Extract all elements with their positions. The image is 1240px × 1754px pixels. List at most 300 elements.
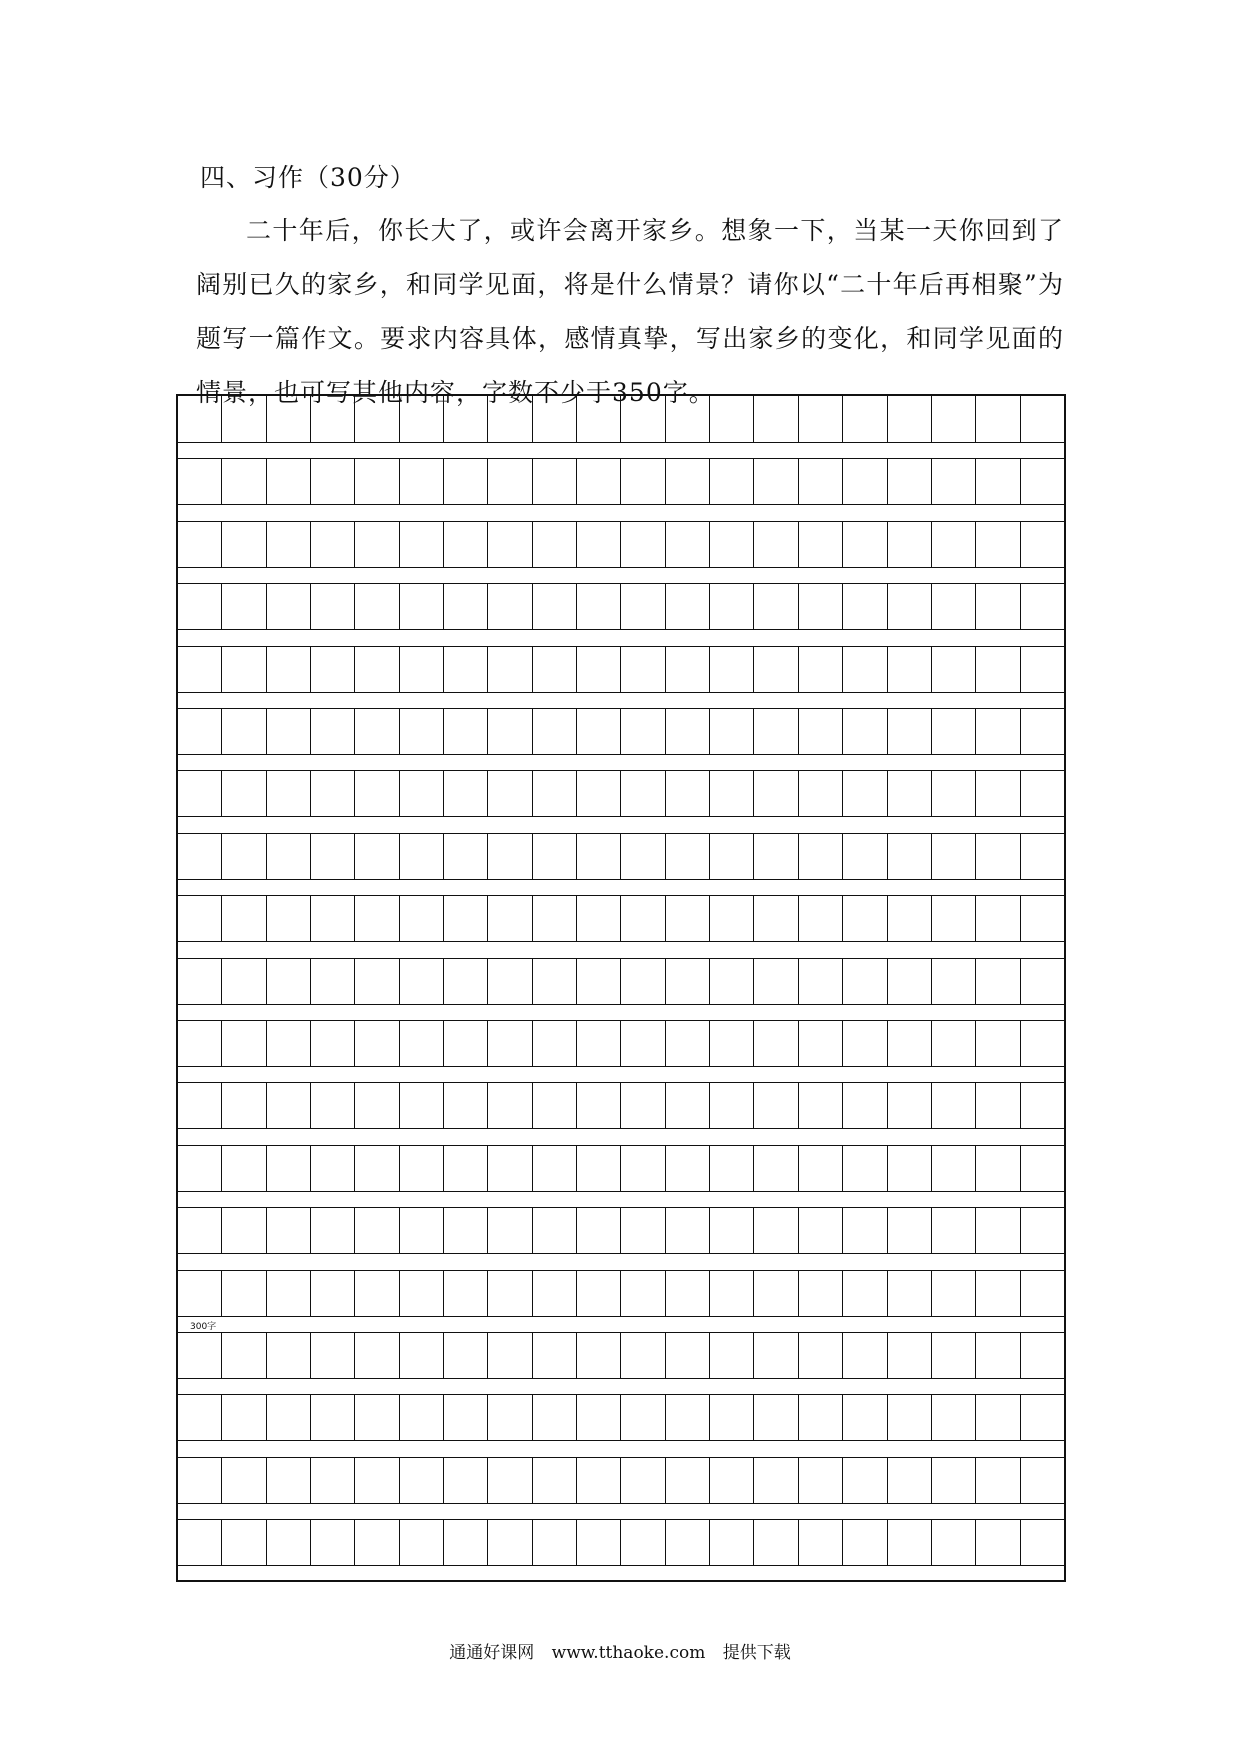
grid-cell[interactable]	[799, 1333, 843, 1378]
grid-cell[interactable]	[843, 1146, 887, 1191]
grid-cell[interactable]	[311, 1333, 355, 1378]
grid-cell[interactable]	[843, 1271, 887, 1316]
grid-cell[interactable]	[843, 1021, 887, 1066]
grid-cell[interactable]	[444, 771, 488, 816]
grid-cell[interactable]	[754, 1208, 798, 1253]
grid-cell[interactable]	[533, 834, 577, 879]
grid-cell[interactable]	[754, 1271, 798, 1316]
grid-cell[interactable]	[444, 396, 488, 442]
grid-cell[interactable]	[754, 647, 798, 692]
grid-cell[interactable]	[267, 709, 311, 754]
grid-cell[interactable]	[932, 522, 976, 567]
grid-cell[interactable]	[267, 1395, 311, 1440]
grid-cell[interactable]	[976, 1458, 1020, 1503]
grid-cell[interactable]	[888, 1333, 932, 1378]
grid-cell[interactable]	[754, 1021, 798, 1066]
grid-cell[interactable]	[444, 1208, 488, 1253]
grid-cell[interactable]	[222, 834, 266, 879]
grid-cell[interactable]	[488, 1520, 532, 1565]
grid-cell[interactable]	[178, 1146, 222, 1191]
grid-row[interactable]	[178, 1145, 1064, 1192]
grid-cell[interactable]	[754, 709, 798, 754]
grid-cell[interactable]	[355, 1395, 399, 1440]
grid-cell[interactable]	[533, 1146, 577, 1191]
grid-row[interactable]	[178, 1207, 1064, 1254]
grid-cell[interactable]	[488, 1271, 532, 1316]
grid-cell[interactable]	[976, 896, 1020, 941]
grid-cell[interactable]	[577, 459, 621, 504]
grid-cell[interactable]	[1021, 1146, 1064, 1191]
grid-cell[interactable]	[267, 584, 311, 629]
grid-cell[interactable]	[888, 584, 932, 629]
grid-cell[interactable]	[621, 1333, 665, 1378]
grid-cell[interactable]	[799, 522, 843, 567]
grid-cell[interactable]	[888, 1520, 932, 1565]
grid-cell[interactable]	[577, 647, 621, 692]
grid-cell[interactable]	[178, 584, 222, 629]
grid-cell[interactable]	[976, 709, 1020, 754]
grid-row[interactable]	[178, 1519, 1064, 1566]
grid-row[interactable]	[178, 646, 1064, 693]
grid-cell[interactable]	[976, 1271, 1020, 1316]
grid-cell[interactable]	[710, 1083, 754, 1128]
grid-cell[interactable]	[843, 771, 887, 816]
grid-cell[interactable]	[710, 771, 754, 816]
grid-cell[interactable]	[666, 896, 710, 941]
grid-row[interactable]	[178, 583, 1064, 630]
grid-cell[interactable]	[799, 896, 843, 941]
grid-cell[interactable]	[311, 1208, 355, 1253]
grid-cell[interactable]	[976, 959, 1020, 1004]
grid-cell[interactable]	[488, 584, 532, 629]
grid-cell[interactable]	[666, 1208, 710, 1253]
grid-cell[interactable]	[488, 1021, 532, 1066]
grid-cell[interactable]	[577, 1271, 621, 1316]
grid-cell[interactable]	[799, 1208, 843, 1253]
grid-cell[interactable]	[267, 647, 311, 692]
grid-cell[interactable]	[400, 1395, 444, 1440]
grid-cell[interactable]	[754, 896, 798, 941]
grid-cell[interactable]	[710, 1333, 754, 1378]
grid-cell[interactable]	[444, 1146, 488, 1191]
grid-cell[interactable]	[400, 1083, 444, 1128]
grid-cell[interactable]	[621, 1208, 665, 1253]
grid-cell[interactable]	[1021, 459, 1064, 504]
grid-cell[interactable]	[799, 1520, 843, 1565]
grid-cell[interactable]	[488, 1458, 532, 1503]
grid-cell[interactable]	[577, 771, 621, 816]
grid-cell[interactable]	[621, 1271, 665, 1316]
grid-cell[interactable]	[267, 522, 311, 567]
grid-cell[interactable]	[400, 896, 444, 941]
grid-cell[interactable]	[488, 647, 532, 692]
grid-cell[interactable]	[932, 834, 976, 879]
grid-cell[interactable]	[710, 959, 754, 1004]
grid-cell[interactable]	[621, 459, 665, 504]
grid-cell[interactable]	[222, 522, 266, 567]
grid-cell[interactable]	[488, 522, 532, 567]
grid-cell[interactable]	[533, 522, 577, 567]
grid-cell[interactable]	[488, 459, 532, 504]
grid-cell[interactable]	[267, 1146, 311, 1191]
grid-cell[interactable]	[311, 834, 355, 879]
grid-cell[interactable]	[710, 396, 754, 442]
grid-cell[interactable]	[267, 1333, 311, 1378]
grid-cell[interactable]	[976, 522, 1020, 567]
grid-cell[interactable]	[976, 1146, 1020, 1191]
grid-cell[interactable]	[754, 459, 798, 504]
grid-cell[interactable]	[754, 522, 798, 567]
grid-cell[interactable]	[222, 771, 266, 816]
grid-cell[interactable]	[799, 1021, 843, 1066]
grid-cell[interactable]	[799, 709, 843, 754]
grid-cell[interactable]	[222, 709, 266, 754]
grid-cell[interactable]	[533, 647, 577, 692]
grid-cell[interactable]	[311, 1083, 355, 1128]
grid-cell[interactable]	[932, 1520, 976, 1565]
grid-row[interactable]	[178, 458, 1064, 505]
grid-cell[interactable]	[222, 1333, 266, 1378]
grid-row[interactable]	[178, 1082, 1064, 1129]
grid-cell[interactable]	[710, 834, 754, 879]
grid-cell[interactable]	[488, 959, 532, 1004]
grid-cell[interactable]	[932, 1271, 976, 1316]
grid-cell[interactable]	[1021, 709, 1064, 754]
grid-cell[interactable]	[178, 1271, 222, 1316]
grid-cell[interactable]	[754, 1146, 798, 1191]
grid-cell[interactable]	[311, 647, 355, 692]
grid-cell[interactable]	[178, 709, 222, 754]
grid-cell[interactable]	[1021, 1333, 1064, 1378]
grid-cell[interactable]	[843, 1208, 887, 1253]
grid-cell[interactable]	[178, 459, 222, 504]
grid-cell[interactable]	[222, 1021, 266, 1066]
grid-cell[interactable]	[843, 709, 887, 754]
grid-cell[interactable]	[710, 459, 754, 504]
grid-cell[interactable]	[267, 459, 311, 504]
grid-row[interactable]	[178, 895, 1064, 942]
grid-cell[interactable]	[178, 1458, 222, 1503]
grid-cell[interactable]	[355, 1520, 399, 1565]
grid-cell[interactable]	[533, 771, 577, 816]
grid-row[interactable]	[178, 1457, 1064, 1504]
grid-cell[interactable]	[577, 1520, 621, 1565]
grid-cell[interactable]	[311, 522, 355, 567]
grid-cell[interactable]	[976, 459, 1020, 504]
grid-cell[interactable]	[843, 584, 887, 629]
grid-cell[interactable]	[311, 896, 355, 941]
grid-cell[interactable]	[1021, 1021, 1064, 1066]
grid-cell[interactable]	[400, 771, 444, 816]
grid-cell[interactable]	[400, 459, 444, 504]
grid-cell[interactable]	[843, 1083, 887, 1128]
grid-cell[interactable]	[311, 1146, 355, 1191]
grid-cell[interactable]	[267, 1520, 311, 1565]
grid-cell[interactable]	[1021, 1520, 1064, 1565]
grid-cell[interactable]	[1021, 584, 1064, 629]
grid-cell[interactable]	[577, 1395, 621, 1440]
grid-cell[interactable]	[400, 1146, 444, 1191]
grid-cell[interactable]	[710, 709, 754, 754]
grid-cell[interactable]	[666, 1021, 710, 1066]
grid-cell[interactable]	[355, 834, 399, 879]
grid-cell[interactable]	[222, 1146, 266, 1191]
grid-cell[interactable]	[932, 1146, 976, 1191]
grid-cell[interactable]	[355, 1271, 399, 1316]
grid-cell[interactable]	[267, 834, 311, 879]
grid-cell[interactable]	[888, 522, 932, 567]
grid-cell[interactable]	[267, 1021, 311, 1066]
grid-cell[interactable]	[932, 959, 976, 1004]
grid-cell[interactable]	[843, 959, 887, 1004]
grid-cell[interactable]	[222, 896, 266, 941]
grid-cell[interactable]	[577, 1458, 621, 1503]
grid-cell[interactable]	[355, 584, 399, 629]
grid-cell[interactable]	[799, 1271, 843, 1316]
grid-cell[interactable]	[1021, 1271, 1064, 1316]
grid-cell[interactable]	[222, 459, 266, 504]
grid-cell[interactable]	[932, 1208, 976, 1253]
grid-cell[interactable]	[932, 647, 976, 692]
footer-url[interactable]: www.tthaoke.com	[551, 1643, 706, 1663]
grid-cell[interactable]	[621, 647, 665, 692]
grid-cell[interactable]	[666, 834, 710, 879]
grid-cell[interactable]	[488, 396, 532, 442]
grid-cell[interactable]	[400, 522, 444, 567]
grid-cell[interactable]	[621, 1520, 665, 1565]
grid-cell[interactable]	[976, 647, 1020, 692]
grid-cell[interactable]	[710, 896, 754, 941]
grid-cell[interactable]	[932, 1395, 976, 1440]
grid-cell[interactable]	[1021, 1458, 1064, 1503]
grid-cell[interactable]	[311, 771, 355, 816]
grid-cell[interactable]	[400, 1271, 444, 1316]
grid-cell[interactable]	[577, 709, 621, 754]
grid-cell[interactable]	[666, 959, 710, 1004]
grid-cell[interactable]	[843, 1458, 887, 1503]
grid-cell[interactable]	[533, 1458, 577, 1503]
grid-cell[interactable]	[355, 896, 399, 941]
grid-cell[interactable]	[400, 1520, 444, 1565]
grid-cell[interactable]	[577, 584, 621, 629]
grid-cell[interactable]	[533, 1395, 577, 1440]
grid-cell[interactable]	[888, 1271, 932, 1316]
grid-row[interactable]	[178, 1332, 1064, 1379]
grid-cell[interactable]	[932, 1021, 976, 1066]
grid-cell[interactable]	[533, 709, 577, 754]
grid-cell[interactable]	[444, 896, 488, 941]
grid-cell[interactable]	[710, 1520, 754, 1565]
grid-cell[interactable]	[355, 647, 399, 692]
grid-cell[interactable]	[178, 896, 222, 941]
grid-cell[interactable]	[533, 1333, 577, 1378]
grid-cell[interactable]	[666, 1083, 710, 1128]
grid-cell[interactable]	[621, 1146, 665, 1191]
grid-cell[interactable]	[799, 1395, 843, 1440]
grid-cell[interactable]	[666, 459, 710, 504]
grid-cell[interactable]	[311, 396, 355, 442]
grid-cell[interactable]	[533, 1208, 577, 1253]
grid-cell[interactable]	[621, 834, 665, 879]
grid-cell[interactable]	[577, 1021, 621, 1066]
grid-cell[interactable]	[311, 959, 355, 1004]
grid-cell[interactable]	[888, 1208, 932, 1253]
grid-cell[interactable]	[488, 771, 532, 816]
grid-cell[interactable]	[976, 1083, 1020, 1128]
grid-cell[interactable]	[267, 771, 311, 816]
grid-cell[interactable]	[178, 1021, 222, 1066]
grid-cell[interactable]	[666, 1458, 710, 1503]
grid-cell[interactable]	[444, 647, 488, 692]
grid-cell[interactable]	[710, 1271, 754, 1316]
grid-cell[interactable]	[932, 396, 976, 442]
grid-cell[interactable]	[400, 709, 444, 754]
grid-cell[interactable]	[754, 584, 798, 629]
grid-cell[interactable]	[178, 1395, 222, 1440]
grid-cell[interactable]	[754, 396, 798, 442]
grid-cell[interactable]	[311, 584, 355, 629]
grid-cell[interactable]	[400, 1021, 444, 1066]
grid-cell[interactable]	[932, 771, 976, 816]
grid-cell[interactable]	[577, 1146, 621, 1191]
grid-cell[interactable]	[577, 1333, 621, 1378]
grid-row[interactable]	[178, 396, 1064, 443]
grid-cell[interactable]	[577, 1208, 621, 1253]
grid-cell[interactable]	[666, 1520, 710, 1565]
grid-cell[interactable]	[533, 1021, 577, 1066]
grid-cell[interactable]	[976, 771, 1020, 816]
grid-cell[interactable]	[311, 1271, 355, 1316]
grid-cell[interactable]	[843, 396, 887, 442]
grid-cell[interactable]	[311, 1458, 355, 1503]
grid-cell[interactable]	[932, 584, 976, 629]
grid-cell[interactable]	[754, 959, 798, 1004]
grid-cell[interactable]	[400, 396, 444, 442]
grid-cell[interactable]	[843, 522, 887, 567]
grid-cell[interactable]	[400, 584, 444, 629]
grid-cell[interactable]	[888, 1458, 932, 1503]
grid-cell[interactable]	[267, 396, 311, 442]
grid-cell[interactable]	[710, 584, 754, 629]
grid-row[interactable]	[178, 1270, 1064, 1317]
grid-cell[interactable]	[666, 647, 710, 692]
grid-cell[interactable]	[888, 771, 932, 816]
grid-cell[interactable]	[400, 959, 444, 1004]
grid-cell[interactable]	[976, 1021, 1020, 1066]
grid-cell[interactable]	[1021, 834, 1064, 879]
grid-cell[interactable]	[222, 1395, 266, 1440]
grid-cell[interactable]	[754, 1395, 798, 1440]
grid-cell[interactable]	[178, 1333, 222, 1378]
grid-cell[interactable]	[888, 647, 932, 692]
grid-cell[interactable]	[488, 1333, 532, 1378]
grid-cell[interactable]	[267, 896, 311, 941]
grid-cell[interactable]	[533, 459, 577, 504]
grid-cell[interactable]	[710, 1458, 754, 1503]
grid-cell[interactable]	[178, 1083, 222, 1128]
grid-cell[interactable]	[799, 834, 843, 879]
grid-cell[interactable]	[178, 1520, 222, 1565]
grid-cell[interactable]	[355, 396, 399, 442]
grid-cell[interactable]	[400, 1458, 444, 1503]
grid-cell[interactable]	[178, 834, 222, 879]
grid-cell[interactable]	[355, 1083, 399, 1128]
grid-cell[interactable]	[444, 584, 488, 629]
grid-cell[interactable]	[888, 396, 932, 442]
grid-cell[interactable]	[577, 1083, 621, 1128]
grid-cell[interactable]	[355, 459, 399, 504]
grid-cell[interactable]	[710, 1021, 754, 1066]
grid-cell[interactable]	[666, 709, 710, 754]
grid-cell[interactable]	[178, 1208, 222, 1253]
grid-cell[interactable]	[666, 771, 710, 816]
grid-cell[interactable]	[621, 709, 665, 754]
grid-cell[interactable]	[976, 1395, 1020, 1440]
grid-cell[interactable]	[488, 709, 532, 754]
grid-cell[interactable]	[267, 1271, 311, 1316]
grid-cell[interactable]	[444, 1083, 488, 1128]
grid-cell[interactable]	[1021, 1208, 1064, 1253]
grid-cell[interactable]	[222, 584, 266, 629]
grid-cell[interactable]	[621, 584, 665, 629]
grid-cell[interactable]	[355, 1333, 399, 1378]
grid-cell[interactable]	[799, 1146, 843, 1191]
grid-cell[interactable]	[222, 1208, 266, 1253]
grid-cell[interactable]	[932, 896, 976, 941]
grid-cell[interactable]	[888, 1395, 932, 1440]
grid-cell[interactable]	[976, 1333, 1020, 1378]
grid-cell[interactable]	[533, 959, 577, 1004]
grid-cell[interactable]	[1021, 522, 1064, 567]
grid-cell[interactable]	[222, 647, 266, 692]
grid-cell[interactable]	[311, 459, 355, 504]
grid-row[interactable]	[178, 1020, 1064, 1067]
grid-cell[interactable]	[577, 959, 621, 1004]
grid-cell[interactable]	[1021, 647, 1064, 692]
grid-cell[interactable]	[533, 896, 577, 941]
grid-cell[interactable]	[444, 1395, 488, 1440]
grid-cell[interactable]	[976, 1520, 1020, 1565]
grid-cell[interactable]	[444, 1458, 488, 1503]
grid-cell[interactable]	[888, 959, 932, 1004]
grid-cell[interactable]	[843, 1520, 887, 1565]
grid-cell[interactable]	[710, 1208, 754, 1253]
grid-cell[interactable]	[932, 459, 976, 504]
grid-cell[interactable]	[799, 771, 843, 816]
grid-cell[interactable]	[666, 1333, 710, 1378]
grid-cell[interactable]	[621, 522, 665, 567]
grid-cell[interactable]	[666, 1146, 710, 1191]
grid-cell[interactable]	[976, 396, 1020, 442]
grid-cell[interactable]	[621, 896, 665, 941]
grid-cell[interactable]	[533, 1271, 577, 1316]
grid-cell[interactable]	[488, 834, 532, 879]
grid-cell[interactable]	[355, 1146, 399, 1191]
grid-row[interactable]	[178, 770, 1064, 817]
grid-cell[interactable]	[488, 1146, 532, 1191]
grid-cell[interactable]	[666, 522, 710, 567]
grid-cell[interactable]	[178, 959, 222, 1004]
grid-cell[interactable]	[444, 1520, 488, 1565]
grid-cell[interactable]	[400, 1208, 444, 1253]
grid-cell[interactable]	[577, 522, 621, 567]
grid-row[interactable]	[178, 1394, 1064, 1441]
grid-cell[interactable]	[178, 771, 222, 816]
grid-cell[interactable]	[267, 1083, 311, 1128]
grid-cell[interactable]	[355, 959, 399, 1004]
grid-cell[interactable]	[1021, 771, 1064, 816]
grid-cell[interactable]	[1021, 396, 1064, 442]
